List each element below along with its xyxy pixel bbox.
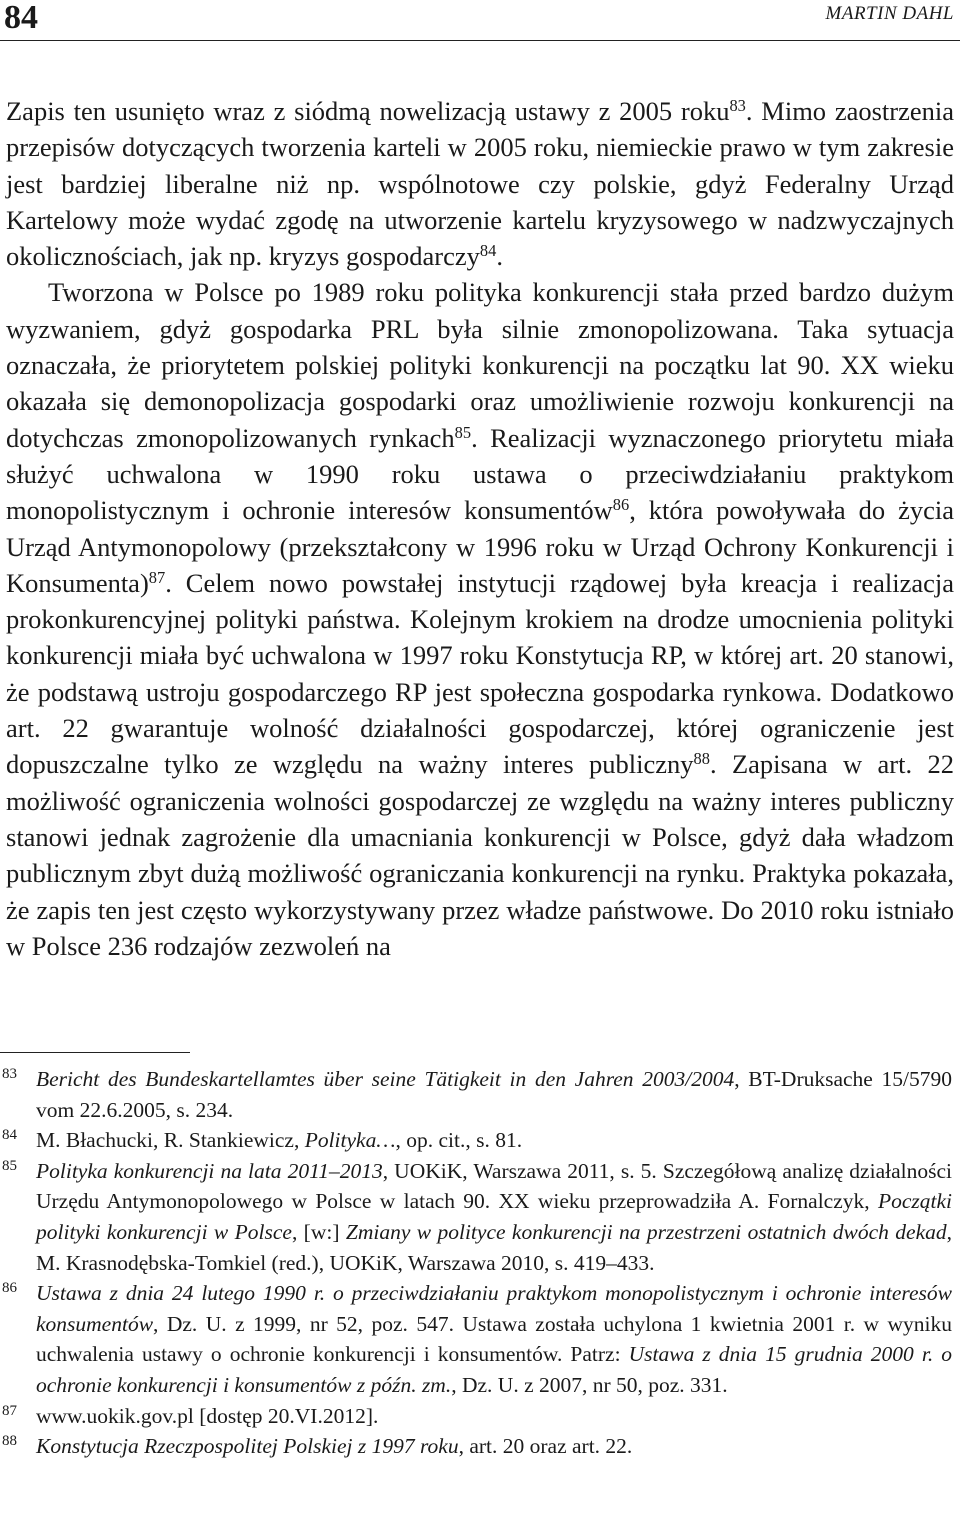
footnote-separator — [0, 1052, 190, 1053]
page-number: 84 — [4, 0, 38, 36]
text-run: , która powoływała do życia Urząd Antymonopolowy (przekształcony w 1996 roku w Urząd Ochrony Konkurencji i Konsumenta) — [6, 495, 955, 598]
text-run: . — [496, 241, 503, 272]
text-run: . Celem nowo powstałej instytucji rządowej była kreacja i realizacja prokonkurencyjnej polityki państwa. Kolejnym krokiem na drodze umocnienia polityki konkurencji miała być uchwalona w 1997 roku Konstytucja RP, w której art. 20 stanowi, że podstawą ustroju gospodarczego RP jest społeczna gospodarka rynkowa. Dodatkowo art. 22 gwarantuje wolność działalności gospodarczej, której ograniczenie jest dopuszczalne tylko ze względu na ważny interes publiczny — [6, 567, 954, 780]
paragraph-1 — [6, 93, 954, 274]
footnote-italic: Ustawa z dnia 24 lutego 1990 r. o przeciwdziałaniu praktykom monopolistycznym i ochronie interesów konsumentów — [36, 1281, 952, 1336]
footnote-85 — [2, 1156, 952, 1278]
text-run: . Realizacji wyznaczonego priorytetu miała służyć uchwalona w 1990 roku ustawa o przeciwdziałaniu praktykom monopolistycznym i ochronie interesów konsumentów — [6, 422, 954, 526]
footnote-text: , op. cit., s. 81. — [395, 1128, 523, 1153]
running-head-author: MARTIN DAHL — [825, 3, 954, 24]
footnote-number: 83 — [2, 1066, 17, 1082]
main-body-text — [6, 93, 954, 964]
footnote-italic: Ustawa z dnia 15 grudnia 2000 r. o ochronie konkurencji i konsumentów z późn. zm. — [36, 1342, 952, 1397]
footnote-italic: Początki polityki konkurencji w Polsce — [36, 1189, 952, 1244]
footnote-italic: Polityka… — [304, 1128, 396, 1153]
paragraph-2 — [6, 274, 954, 964]
footnote-link-text[interactable]: www.uokik.gov.pl [dostęp 20.VI.2012]. — [36, 1403, 379, 1428]
footnote-number: 88 — [2, 1433, 17, 1450]
footnote-text: , Dz. U. z 1999, nr 52, poz. 547. Ustawa została uchylona 1 kwietnia 2001 r. w wyniku uchwalenia ustawy o ochronie konkurencji i konsumentów. Patrz: — [36, 1311, 952, 1367]
footnote-ref-84[interactable]: 84 — [479, 241, 497, 261]
footnote-text: , BT-Druksache 15/5790 vom 22.6.2005, s. 234. — [36, 1067, 952, 1122]
footnote-text: , M. Krasnodębska-Tomkiel (red.), UOKiK, Warszawa 2010, s. 419–433. — [36, 1219, 952, 1275]
footnote-italic: Polityka konkurencji na lata 2011–2013 — [36, 1158, 383, 1183]
footnote-text: , art. 20 oraz art. 22. — [458, 1434, 633, 1459]
footnote-text: M. Błachucki, R. Stankiewicz, — [36, 1128, 305, 1153]
footnote-text: , Dz. U. z 2007, nr 50, poz. 331. — [451, 1372, 728, 1397]
footnote-number: 84 — [2, 1127, 17, 1144]
footnotes — [2, 1064, 952, 1462]
footnote-number: 85 — [2, 1157, 17, 1174]
footnote-number: 86 — [2, 1280, 17, 1297]
footnote-ref-85[interactable]: 85 — [454, 422, 472, 442]
footnote-italic: Zmiany w polityce konkurencji na przestrzeni ostatnich dwóch dekad — [345, 1219, 947, 1244]
footnote-ref-87[interactable]: 87 — [148, 567, 166, 587]
footnote-83 — [2, 1064, 952, 1125]
footnote-number: 87 — [2, 1402, 17, 1419]
footnote-text: , UOKiK, Warszawa 2011, s. 5. Szczegółową analizę działalności Urzędu Antymonopolowego w Polsce w latach 90. XX wieku przeprowadziła A. Fornalczyk, — [36, 1158, 952, 1214]
footnote-88 — [2, 1431, 952, 1462]
footnote-text: , [w:] — [291, 1219, 346, 1244]
footnote-ref-83[interactable]: 83 — [729, 95, 746, 115]
footnote-ref-88[interactable]: 88 — [693, 749, 710, 769]
footnote-86 — [2, 1278, 952, 1400]
footnote-italic: Konstytucja Rzeczpospolitej Polskiej z 1997 roku — [36, 1434, 459, 1459]
text-run: . Mimo zaostrzenia przepisów dotyczących tworzenia karteli w 2005 roku, niemieckie prawo w tym zakresie jest bardziej liberalne niż np. wspólnotowe czy polskie, gdyż Federalny Urząd Kartelowy może wydać zgodę na utworzenie kartelu kryzysowego w nadzwyczajnych okolicznościach, jak np. kryzys gospodarczy — [6, 96, 954, 272]
text-run: Tworzona w Polsce po 1989 roku polityka konkurencji stała przed bardzo dużym wyzwaniem, gdyż gospodarka PRL była silnie zmonopolizowana. Taka sytuacja oznaczała, że priorytetem polskiej polityki konkurencji na początku lat 90. XX wieku okazała się demonopolizacja gospodarki oraz umożliwienie rozwoju konkurencji na dotychczas zmonopolizowanych rynkach — [6, 277, 954, 453]
footnote-italic: Bericht des Bundeskartellamtes über seine Tätigkeit in den Jahren 2003/2004 — [36, 1067, 735, 1091]
text-run: Zapis ten usunięto wraz z siódmą nowelizacją ustawy z 2005 roku — [6, 96, 730, 126]
footnote-84 — [2, 1125, 952, 1156]
header-rule — [0, 40, 960, 41]
text-run: . Zapisana w art. 22 możliwość ograniczenia wolności gospodarczej ze względu na ważny interes publiczny stanowi jednak zagrożenie dla umacniania konkurencji w Polsce, gdyż dała władzom publicznym zbyt dużą możliwość ograniczania konkurencji na rynku. Praktyka pokazała, że zapis ten jest często wykorzystywany przez władze państwowe. Do 2010 roku istniało w Polsce 236 rodzajów zezwoleń na — [6, 749, 954, 961]
footnote-87 — [2, 1401, 952, 1432]
footnote-ref-86[interactable]: 86 — [612, 495, 630, 515]
